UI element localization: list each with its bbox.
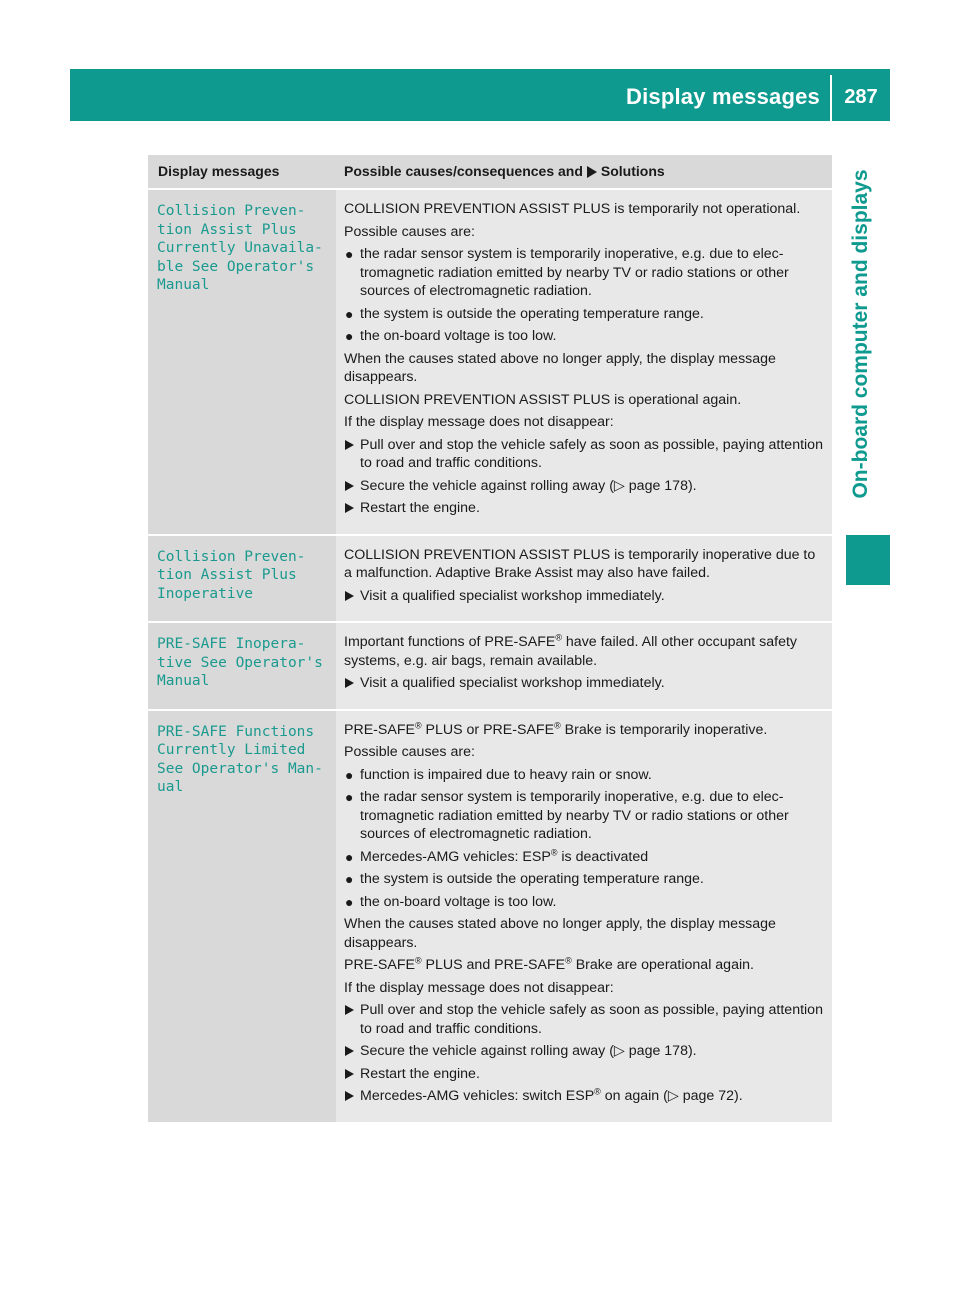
paragraph: When the causes stated above no longer apply, the display message disappears. [344, 350, 776, 385]
step-arrow-icon [345, 503, 354, 513]
side-section-title [843, 134, 879, 534]
paragraph: Possible causes are: [344, 223, 475, 240]
paragraph: When the causes stated above no longer apply, the display message disappears. [344, 916, 776, 951]
solution-step: Visit a qualified specialist workshop immediately. [344, 587, 826, 606]
solution-step: Secure the vehicle against rolling away (▷ page 178). [344, 477, 826, 496]
side-section-tab [846, 535, 890, 585]
bullet-icon: ● [345, 848, 354, 865]
solution-step: Restart the engine. [344, 499, 826, 518]
cause-item: ● the radar sensor system is temporarily inoperative, e.g. due to elec‐ tromagnetic radiation emitted by nearby TV or radio stations or other sources of electromagnetic radiation. [345, 246, 789, 299]
bullet-icon: ● [345, 871, 354, 887]
table-header [148, 155, 832, 188]
step-arrow-icon [345, 1005, 354, 1015]
paragraph: Possible causes are: [344, 744, 475, 760]
bullet-icon: ● [345, 246, 354, 262]
step-arrow-icon [345, 678, 354, 688]
messages-table [148, 155, 832, 1122]
solution-step: Visit a qualified specialist workshop immediately. [344, 674, 826, 693]
bullet-icon: ● [345, 789, 354, 805]
paragraph: PRE-SAFE® PLUS and PRE-SAFE® Brake are operational again. [344, 955, 754, 973]
registered-mark: ® [554, 719, 561, 730]
paragraph: PRE-SAFE® PLUS or PRE-SAFE® Brake is temporarily inoperative. [344, 719, 768, 738]
table-row [148, 534, 832, 622]
header-causes-label: Possible causes/consequences and [344, 163, 583, 179]
solution-step: Pull over and stop the vehicle safely as soon as possible, paying attention to road and traffic conditions. [344, 1001, 826, 1038]
paragraph: COLLISION PREVENTION ASSIST PLUS is temporarily not operational. [344, 201, 801, 217]
bullet-icon: ● [345, 766, 354, 783]
cause-item: ● the system is outside the operating temperature range. [345, 871, 704, 887]
header-title: Display messages [626, 84, 820, 109]
page-header [70, 69, 890, 121]
registered-mark: ® [594, 1086, 601, 1097]
display-message: PRE-SAFE Functions Currently Limited See Operator's Man‐ ual [148, 711, 336, 1122]
step-arrow-icon [345, 1091, 354, 1101]
side-section-label: On-board computer and displays [849, 169, 872, 499]
registered-mark: ® [565, 955, 572, 966]
header-solutions-label: Solutions [600, 163, 665, 179]
registered-mark: ® [414, 719, 422, 730]
header-display-messages: Display messages [158, 163, 280, 179]
table-row [148, 621, 832, 709]
cause-item: ● the on-board voltage is too low. [345, 893, 557, 910]
header-causes-solutions [336, 155, 665, 188]
registered-mark: ® [414, 955, 422, 966]
table-row [148, 188, 832, 534]
display-message: PRE-SAFE Inopera‐ tive See Operator's Manual [148, 623, 336, 709]
step-arrow-icon [345, 1046, 354, 1056]
table-row [148, 709, 832, 1122]
display-message: Collision Preven‐ tion Assist Plus Currently Unavaila‐ ble See Operator's Manual [148, 190, 336, 534]
step-arrow-icon [345, 1069, 354, 1079]
step-arrow-icon [345, 440, 354, 450]
solution-step: Mercedes-AMG vehicles: switch ESP® on again (▷ page 72). [344, 1087, 826, 1106]
cause-item: ● the system is outside the operating temperature range. [345, 305, 704, 322]
causes-solutions [336, 711, 832, 1122]
solution-step: Restart the engine. [344, 1065, 826, 1084]
paragraph: If the display message does not disappear: [344, 414, 614, 430]
page-number: 287 [844, 86, 878, 108]
bullet-icon: ● [345, 893, 354, 910]
cause-item: ● the on-board voltage is too low. [345, 328, 557, 344]
registered-mark: ® [550, 846, 558, 857]
solution-arrow-icon [587, 166, 597, 178]
cause-item: ● Mercedes-AMG vehicles: ESP® is deactivated [345, 846, 649, 865]
paragraph: If the display message does not disappear: [344, 979, 614, 996]
solution-step: Secure the vehicle against rolling away (▷ page 178). [344, 1042, 826, 1061]
registered-mark: ® [555, 632, 562, 643]
causes-solutions [336, 190, 832, 534]
step-arrow-icon [345, 591, 354, 601]
paragraph: Important functions of PRE-SAFE® have failed. All other occupant safety systems, e.g. air bags, remain available. [344, 632, 797, 669]
bullet-icon: ● [345, 305, 354, 322]
causes-solutions [336, 536, 832, 622]
solution-step: Pull over and stop the vehicle safely as soon as possible, paying attention to road and traffic conditions. [344, 436, 826, 473]
display-message: Collision Preven‐ tion Assist Plus Inoperative [148, 536, 336, 622]
causes-solutions [336, 623, 832, 709]
cause-item: ● function is impaired due to heavy rain or snow. [345, 766, 652, 783]
bullet-icon: ● [345, 328, 354, 344]
paragraph: COLLISION PREVENTION ASSIST PLUS is operational again. [344, 391, 742, 408]
cause-item: ● the radar sensor system is temporarily inoperative, e.g. due to elec‐ tromagnetic radiation emitted by nearby TV or radio stations or other sources of electromagnetic radiation. [345, 789, 789, 842]
step-arrow-icon [345, 481, 354, 491]
paragraph: COLLISION PREVENTION ASSIST PLUS is temporarily inoperative due to a malfunction. Adaptive Brake Assist may also have failed. [344, 546, 816, 581]
